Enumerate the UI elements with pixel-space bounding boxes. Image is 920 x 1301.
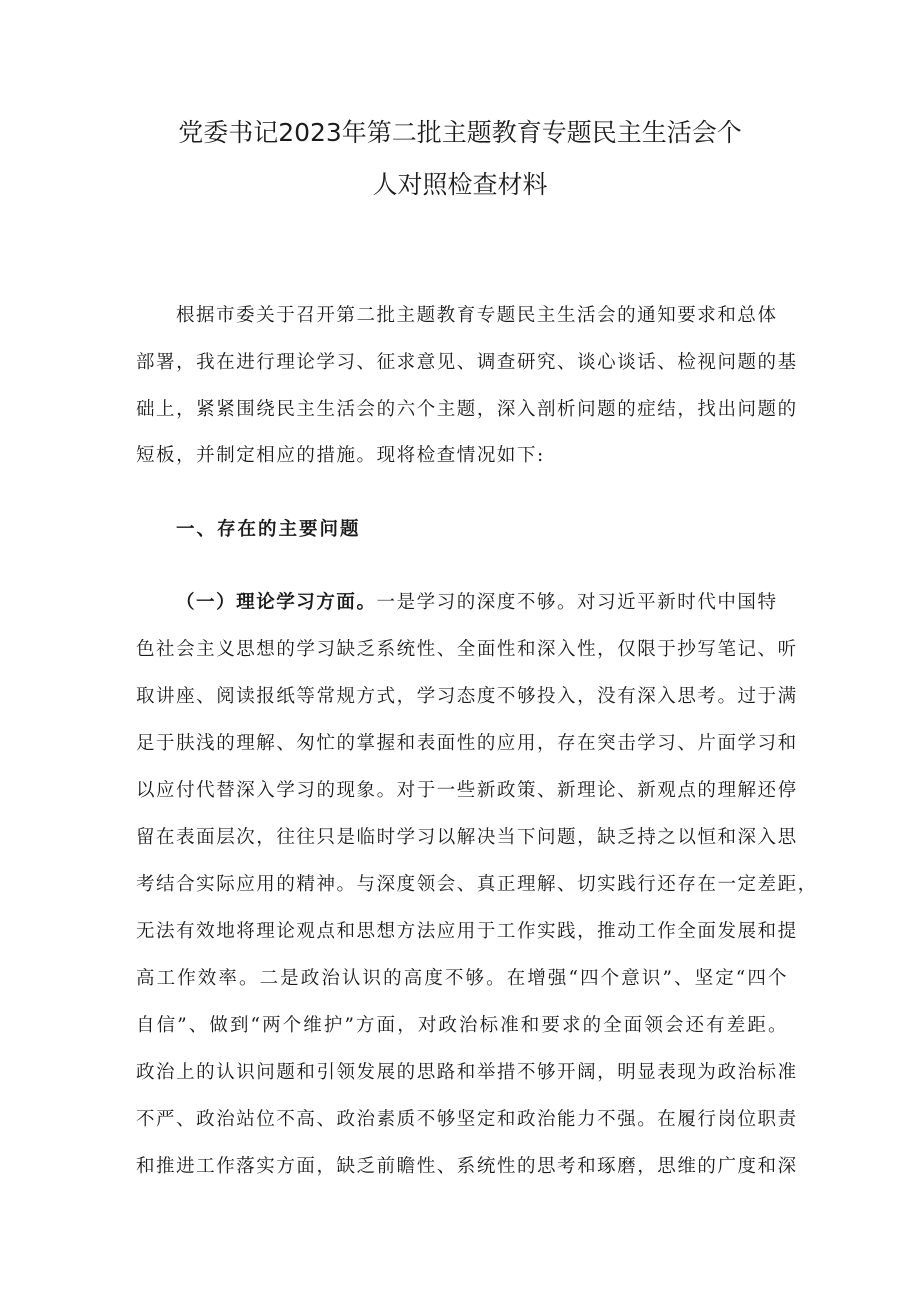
document-title-line-2: 人对照检查材料 — [372, 170, 548, 199]
section-heading: 一、存在的主要问题 — [176, 519, 361, 540]
subsection-label: （一）理论学习方面。 — [176, 592, 377, 613]
document-title-line-1: 党委书记2023年第二批主题教育专题民主生活会个 — [178, 118, 742, 147]
body-line: 高工作效率。二是政治认识的高度不够。在增强“四个意识”、坚定“四个 — [136, 968, 788, 989]
intro-line: 根据市委关于召开第二批主题教育专题民主生活会的通知要求和总体 — [176, 305, 778, 326]
subsection-text: 一是学习的深度不够。对习近平新时代中国特 — [376, 592, 778, 613]
body-line: 和推进工作落实方面，缺乏前瞻性、系统性的思考和琢磨，思维的广度和深 — [136, 1156, 798, 1177]
body-line: 色社会主义思想的学习缺乏系统性、全面性和深入性，仅限于抄写笔记、听 — [136, 639, 798, 660]
body-line: 不严、政治站位不高、政治素质不够坚定和政治能力不强。在履行岗位职责 — [136, 1109, 798, 1130]
intro-line: 部署，我在进行理论学习、征求意见、调查研究、谈心谈话、检视问题的基 — [136, 352, 798, 373]
subsection-first-line — [176, 590, 788, 616]
intro-line: 短板，并制定相应的措施。现将检查情况如下: — [136, 445, 545, 466]
body-line: 以应付代替深入学习的现象。对于一些新政策、新理论、新观点的理解还停 — [136, 780, 798, 801]
intro-line: 础上，紧紧围绕民主生活会的六个主题，深入剖析问题的症结，找出问题的 — [136, 399, 798, 420]
body-line: 自信”、做到“两个维护”方面，对政治标准和要求的全面领会还有差距。 — [136, 1015, 788, 1036]
body-line: 取讲座、阅读报纸等常规方式，学习态度不够投入，没有深入思考。过于满 — [136, 686, 798, 707]
body-line: 留在表面层次，往往只是临时学习以解决当下问题，缺乏持之以恒和深入思 — [136, 827, 798, 848]
body-line: 政治上的认识问题和引领发展的思路和举措不够开阔，明显表现为政治标准 — [136, 1062, 798, 1083]
body-line: 足于肤浅的理解、匆忙的掌握和表面性的应用，存在突击学习、片面学习和 — [136, 733, 798, 754]
body-line: 无法有效地将理论观点和思想方法应用于工作实践，推动工作全面发展和提 — [136, 921, 798, 942]
body-line: 考结合实际应用的精神。与深度领会、真正理解、切实践行还存在一定差距， — [136, 874, 818, 895]
